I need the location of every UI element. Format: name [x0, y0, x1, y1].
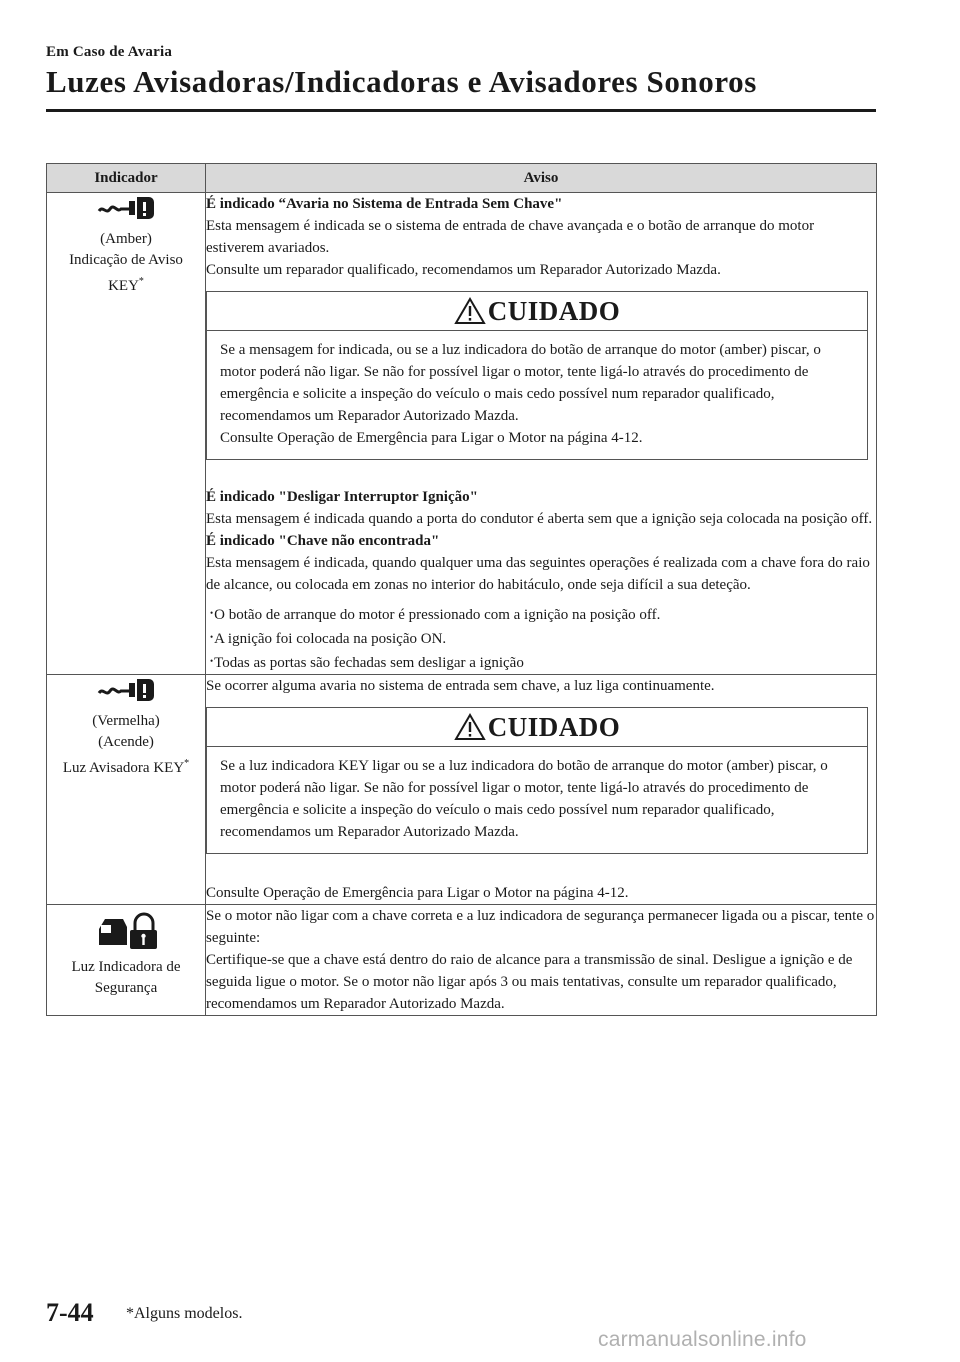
list-item: • O botão de arranque do motor é pressionado com a ignição na posição off. — [210, 602, 876, 626]
key-icon — [97, 675, 155, 705]
key-icon — [97, 193, 155, 223]
indicator-cell — [47, 675, 206, 905]
message-text: Certifique-se que a chave está dentro do raio de alcance para a transmissão de sinal. Desligue a ignição e de seguida ligue o motor. Se o motor não ligar após 3 ou mais tentativas, consulte um reparador qualificado, recomendamos um Reparador Autorizado Mazda. — [206, 952, 853, 1012]
warning-cell — [206, 193, 877, 675]
column-header-indicator: Indicador — [47, 164, 206, 193]
indicator-label-line: Luz Avisadora KEY* — [62, 758, 190, 776]
page-title: Luzes Avisadoras/Indicadoras e Avisadores Sonoros — [46, 64, 757, 99]
message-text: Esta mensagem é indicada se o sistema de entrada de chave avançada e o botão de arranque do motor estiverem avariados. — [206, 218, 815, 256]
message-text: Esta mensagem é indicada, quando qualquer uma das seguintes operações é realizada com a chave fora do raio de alcance, ou colocada em zonas no interior do habitáculo, onde seja difícil a sua deteção. — [206, 555, 870, 593]
message-text: Se ocorrer alguma avaria no sistema de entrada sem chave, a luz liga continuamente. — [206, 678, 715, 694]
caution-title: CUIDADO — [487, 712, 621, 742]
caution-text: Se a luz indicadora KEY ligar ou se a luz indicadora do botão de arranque do motor (amber) piscar, o motor poderá não ligar. Se não for possível ligar o motor, tente ligá-lo através do procedimento de emergência e solicite a inspeção do veículo o mais cedo possível num reparador qualificado, recomendamos um Reparador Autorizado Mazda. — [220, 758, 828, 840]
caution-text: Se a mensagem for indicada, ou se a luz indicadora do botão de arranque do motor (amber) piscar, o motor poderá não ligar. Se não for possível ligar o motor, tente ligá-lo através do procedimento de emergência e solicite a inspeção do veículo o mais cedo possível num reparador qualificado, recomendamos um Reparador Autorizado Mazda. — [220, 342, 821, 424]
table-row — [47, 905, 877, 1016]
caution-title: CUIDADO — [487, 296, 621, 326]
message-title: É indicado “Avaria no Sistema de Entrada Sem Chave" — [206, 196, 563, 212]
indicator-label-line: (Acende) — [98, 734, 154, 750]
message-title: É indicado "Chave não encontrada" — [206, 533, 440, 549]
security-lock-icon — [95, 911, 157, 951]
indicator-cell — [47, 905, 206, 1016]
footnote-mark: * — [138, 276, 144, 287]
warning-cell — [206, 905, 877, 1016]
page-number: 7-44 — [46, 1298, 94, 1327]
message-title: É indicado "Desligar Interruptor Ignição" — [206, 489, 478, 505]
warning-cell — [206, 675, 877, 905]
table-header-row — [47, 164, 877, 193]
section-label: Em Caso de Avaria — [46, 44, 173, 60]
caution-text: Consulte Operação de Emergência para Ligar o Motor na página 4-12. — [220, 430, 643, 446]
warning-triangle-icon — [454, 713, 486, 741]
message-text: Se o motor não ligar com a chave correta e a luz indicadora de segurança permanecer ligada ou a piscar, tente o seguinte: — [206, 908, 875, 946]
message-text: Consulte um reparador qualificado, recomendamos um Reparador Autorizado Mazda. — [206, 262, 721, 278]
indicator-label-line: Luz Indicadora de Segurança — [71, 959, 181, 996]
indicator-table — [46, 163, 877, 1016]
list-item: • A ignição foi colocada na posição ON. — [210, 626, 876, 650]
footnote-mark: * — [184, 758, 190, 769]
warning-triangle-icon — [454, 297, 486, 325]
column-header-warning: Aviso — [206, 164, 877, 193]
indicator-label-line: (Vermelha) — [92, 713, 160, 729]
table-row — [47, 675, 877, 905]
message-text: Esta mensagem é indicada quando a porta do condutor é aberta sem que a ignição seja colocada na posição off. — [206, 511, 873, 527]
indicator-label-line: Indicação de Aviso — [69, 252, 183, 268]
watermark: carmanualsonline.info — [598, 1328, 807, 1351]
message-text: Consulte Operação de Emergência para Ligar o Motor na página 4-12. — [206, 885, 629, 901]
list-item: • Todas as portas são fechadas sem desligar a ignição — [210, 650, 876, 674]
title-rule — [46, 109, 876, 112]
indicator-label-line: (Amber) — [100, 231, 152, 247]
caution-header — [207, 292, 867, 331]
indicator-cell — [47, 193, 206, 675]
caution-body — [207, 747, 867, 853]
table-row — [47, 193, 877, 675]
caution-box — [206, 291, 868, 460]
caution-body — [207, 331, 867, 459]
footnote: *Alguns modelos. — [126, 1305, 243, 1322]
bullet-list — [206, 602, 876, 674]
caution-box — [206, 707, 868, 854]
caution-header — [207, 708, 867, 747]
indicator-label-line: KEY* — [108, 276, 144, 294]
